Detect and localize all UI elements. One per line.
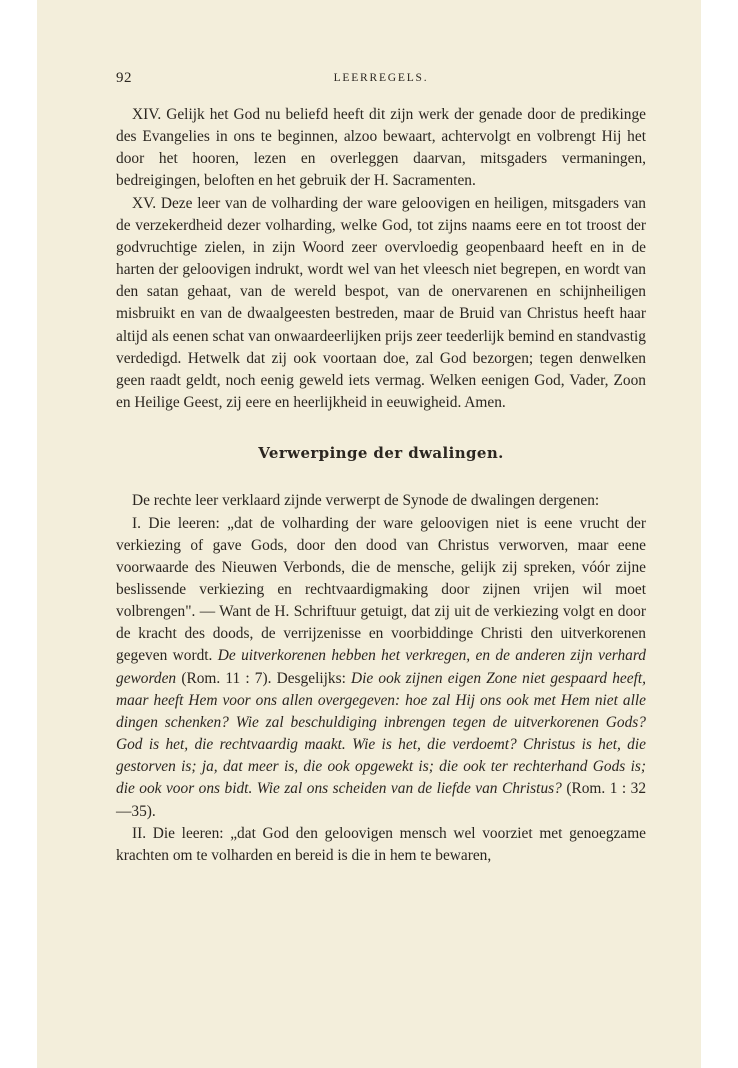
page-header (116, 70, 646, 94)
error-i-paragraph (116, 513, 646, 823)
article-xv: XV. Deze leer van de volharding der ware geloovigen en heiligen, mitsgaders van de verzekerdheid dezer volharding, welke God, tot zijns naams eere en tot troost der godvruchtige zielen, in zijn Woord zeer overvloedig geopenbaard heeft en in de harten der geloovigen indrukt, wordt wel van het vleesch niet begrepen, en wordt van den satan gehaat, van de wereld bespot, van de onervarenen en schijnheiligen misbruikt en van de dwaalgeesten bestreden, maar de Bruid van Christus heeft haar altijd als eenen schat van onwaardeerlijken prijs zeer teederlijk bemind en standvastig verdedigd. Hetwelk dat zij ook voortaan doe, zal God bezorgen; tegen denwelken geen raadt geldt, noch eenig geweld iets vermag. Welken eenigen God, Vader, Zoon en Heilige Geest, zij eere en heerlijkheid in eeuwigheid. Amen. (116, 194, 646, 412)
running-title: LEERREGELS. (333, 72, 429, 84)
scripture-ref-2: (Rom. 1 : 32—35). (116, 780, 647, 820)
scripture-quote-2: Die ook zijnen eigen Zone niet gespaard heeft, maar heeft Hem voor ons allen overgegeven: hoe zal Hij ons ook met Hem niet alle dingen schenken? Wie zal beschuldiging inbrengen tegen de uitverkorenen Gods? God is het, die rechtvaardig maakt. Wie is het, die verdoemt? Christus is het, die gestorven is; ja, dat meer is, die ook opgewekt is; die ook ter rechterhand Gods is; die ook voor ons bidt. Wie zal ons scheiden van de liefde van Christus? (116, 669, 646, 798)
section-heading: Verwerpinge der dwalingen. (258, 444, 504, 463)
page-number: 92 (116, 70, 132, 86)
intro-paragraph: De rechte leer verklaard zijnde verwerpt de Synode de dwalingen dergenen: (132, 492, 600, 510)
error-ii-paragraph: II. Die leeren: „dat God den geloovigen mensch wel voorziet met genoegzame krachten om te volharden en bereid is die in hem te bewaren, (116, 824, 646, 864)
article-xiv: XIV. Gelijk het God nu beliefd heeft dit zijn werk der genade door de predikinge des Evangelies in ons te beginnen, alzoo bewaart, achtervolgt en volbrengt Hij het door het hooren, lezen en overleggen daarvan, mitsgaders vermaningen, bedreigingen, beloften en het gebruik der H. Sacramenten. (116, 106, 646, 190)
scripture-quote-1: De uitverkorenen hebben het verkregen, en de anderen zijn verhard geworden (116, 647, 646, 687)
error-i-text: I. Die leeren: „dat de volharding der ware geloovigen niet is eene vrucht der verkiezing of gave Gods, door den dood van Christus verworven, maar eene voorwaarde des Nieuwen Verbonds, die de mensche, gelijk zij spreken, vóór zijne beslissende verkiezing en rechtvaardigmaking door zijnen vrijen wil moet volbrengen". — Want de H. Schriftuur getuigt, dat zij uit de verkiezing volgt en door de kracht des doods, de verrijzenisse en voorbiddinge Christi den uitverkorenen gegeven wordt. (116, 514, 646, 665)
scripture-ref-1: (Rom. 11 : 7). Desgelijks: (181, 669, 346, 687)
page-body (116, 104, 646, 867)
